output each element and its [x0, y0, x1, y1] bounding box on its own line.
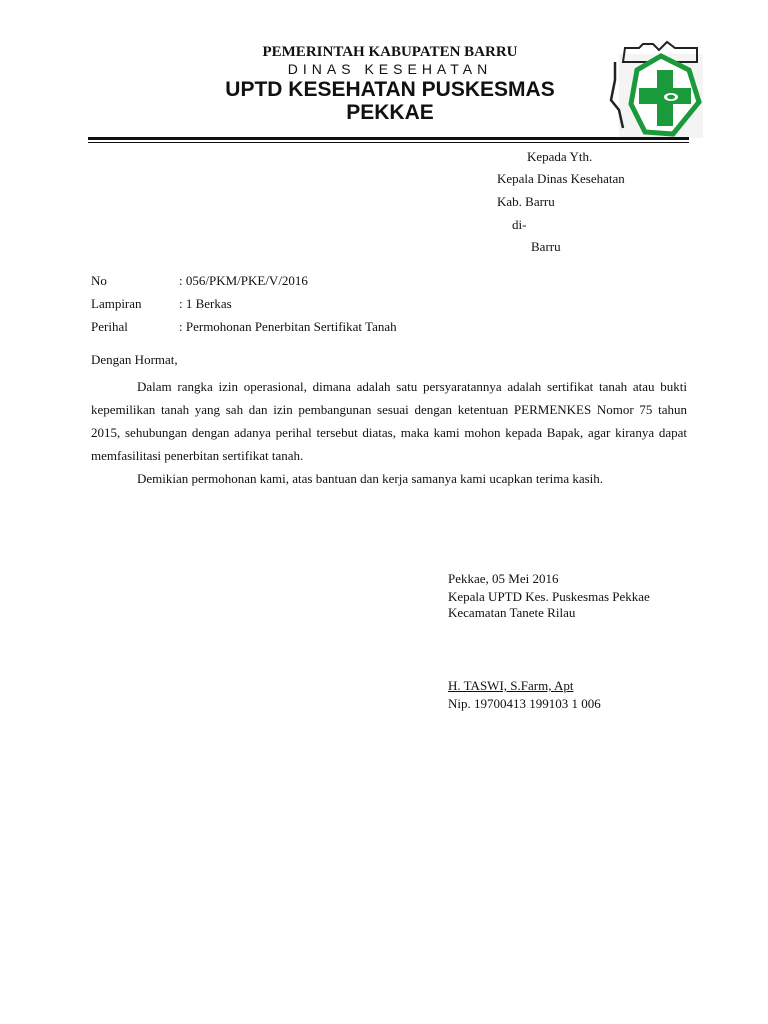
recipient-office: Kepala Dinas Kesehatan [497, 171, 625, 186]
letter-body [91, 375, 687, 490]
signature-title: Kepala UPTD Kes. Puskesmas Pekkae [448, 589, 650, 604]
meta-attachment-value: : 1 Berkas [179, 296, 232, 311]
closing-paragraph: Demikian permohonan kami, atas bantuan dan kerja samanya kami ucapkan terima kasih. [137, 471, 604, 486]
signature-district: Kecamatan Tanete Rilau [448, 605, 576, 620]
signature-place-date: Pekkae, 05 Mei 2016 [448, 571, 559, 586]
recipient-di: di- [512, 217, 527, 232]
body-paragraph: Dalam rangka izin operasional, dimana adalah satu persyaratannya adalah sertifikat tanah atau bukti kepemilikan tanah yang sah dan izin pembangunan sesuai dengan ketentuan PERMENKES Nomor 75 tahun 2015, sehubungan dengan adanya perihal tersebut diatas, maka kami mohon kepada Bapak, agar kiranya dapat memfasilitasi penerbitan sertifikat tanah. [91, 379, 687, 463]
meta-attachment-label: Lampiran [91, 296, 142, 311]
puskesmas-cross-logo-icon [605, 40, 705, 140]
meta-number-label: No [91, 273, 107, 288]
signatory-nip: Nip. 19700413 199103 1 006 [448, 696, 601, 711]
meta-number-value: : 056/PKM/PKE/V/2016 [179, 273, 308, 288]
recipient-city: Barru [531, 239, 561, 254]
letterhead-thick-rule [88, 137, 689, 140]
letterhead-institution-line1: UPTD KESEHATAN PUSKESMAS [225, 78, 555, 101]
letterhead-thin-rule [88, 142, 689, 143]
signatory-name: H. TASWI, S.Farm, Apt [448, 678, 574, 693]
meta-subject-label: Perihal [91, 319, 128, 334]
greeting: Dengan Hormat, [91, 352, 178, 367]
recipient-salutation: Kepada Yth. [527, 149, 593, 164]
letterhead-government: PEMERINTAH KABUPATEN BARRU [262, 44, 518, 60]
letterhead-institution [140, 78, 640, 124]
meta-subject-value: : Permohonan Penerbitan Sertifikat Tanah [179, 319, 397, 334]
recipient-regency: Kab. Barru [497, 194, 555, 209]
letterhead-department: DINAS KESEHATAN [287, 61, 493, 77]
letterhead-institution-line2: PEKKAE [346, 101, 434, 124]
